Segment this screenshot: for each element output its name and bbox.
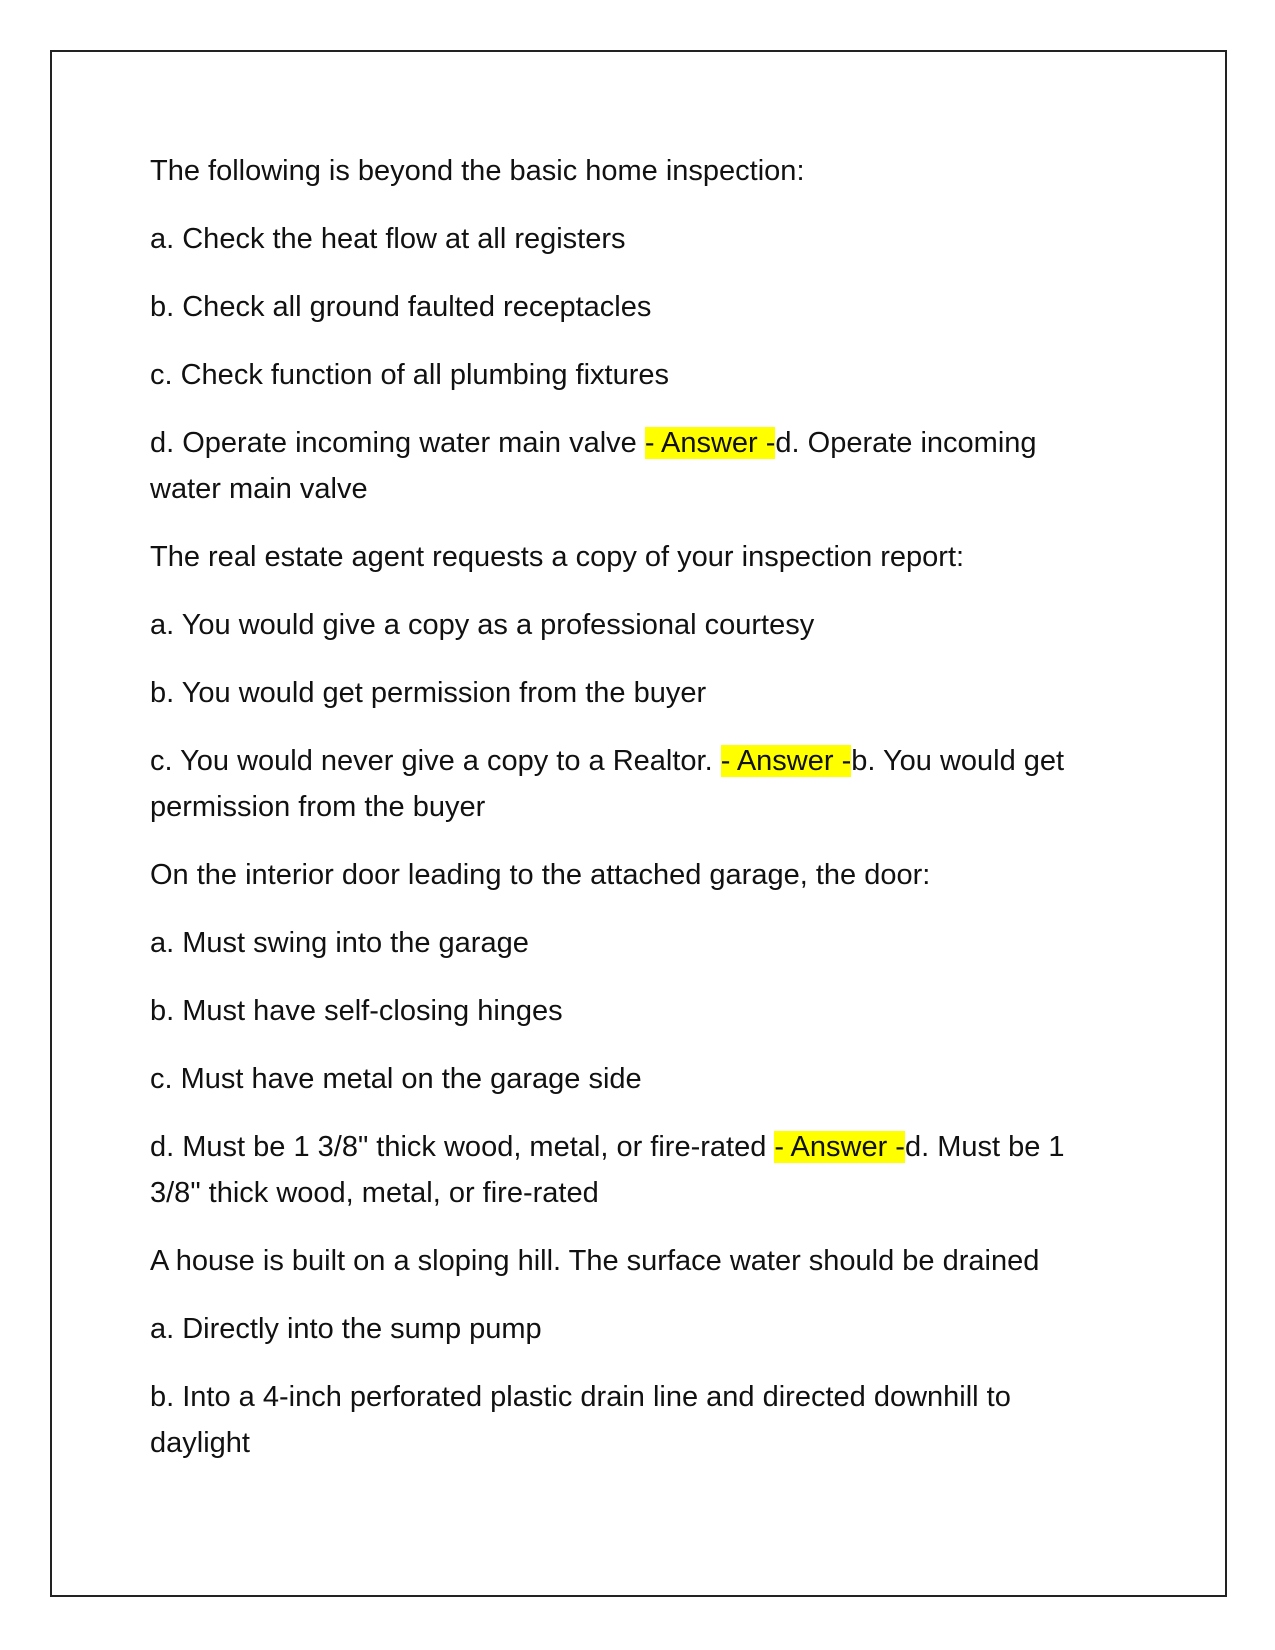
question-stem: A house is built on a sloping hill. The surface water should be drained xyxy=(150,1245,1040,1277)
answer-option: a. Directly into the sump pump xyxy=(150,1313,542,1345)
correct-answer-text: b. You would get permission from the buyer xyxy=(150,745,1065,823)
correct-answer-text: d. Must be 1 3/8" thick wood, metal, or fire-rated xyxy=(150,1131,1065,1209)
answer-option-text: c. You would never give a copy to a Realtor. xyxy=(150,745,713,777)
answer-option: b. You would get permission from the buyer xyxy=(150,677,707,709)
question-stem: The following is beyond the basic home inspection: xyxy=(150,155,805,187)
answer-option: c. Must have metal on the garage side xyxy=(150,1063,642,1095)
answer-option: b. Must have self-closing hinges xyxy=(150,995,563,1027)
answer-option-with-answer xyxy=(150,1124,1110,1216)
answer-option: b. Into a 4-inch perforated plastic drain line and directed downhill to daylight xyxy=(150,1381,1011,1459)
answer-option: a. Must swing into the garage xyxy=(150,927,529,959)
answer-option-with-answer xyxy=(150,420,1110,512)
answer-option: a. You would give a copy as a professional courtesy xyxy=(150,609,815,641)
answer-option: a. Check the heat flow at all registers xyxy=(150,223,626,255)
answer-option-text: d. Operate incoming water main valve xyxy=(150,427,637,459)
document-body xyxy=(150,148,1110,1488)
answer-marker-highlight: - Answer - xyxy=(720,745,852,777)
answer-option: b. Check all ground faulted receptacles xyxy=(150,291,652,323)
question-stem: On the interior door leading to the attached garage, the door: xyxy=(150,859,931,891)
answer-marker-highlight: - Answer - xyxy=(644,427,776,459)
answer-option-with-answer xyxy=(150,738,1110,830)
answer-marker-highlight: - Answer - xyxy=(774,1131,905,1163)
answer-option-text: d. Must be 1 3/8" thick wood, metal, or fire-rated xyxy=(150,1131,767,1163)
question-stem: The real estate agent requests a copy of your inspection report: xyxy=(150,541,965,573)
correct-answer-text: d. Operate incoming water main valve xyxy=(150,427,1037,505)
answer-option: c. Check function of all plumbing fixtures xyxy=(150,359,670,391)
